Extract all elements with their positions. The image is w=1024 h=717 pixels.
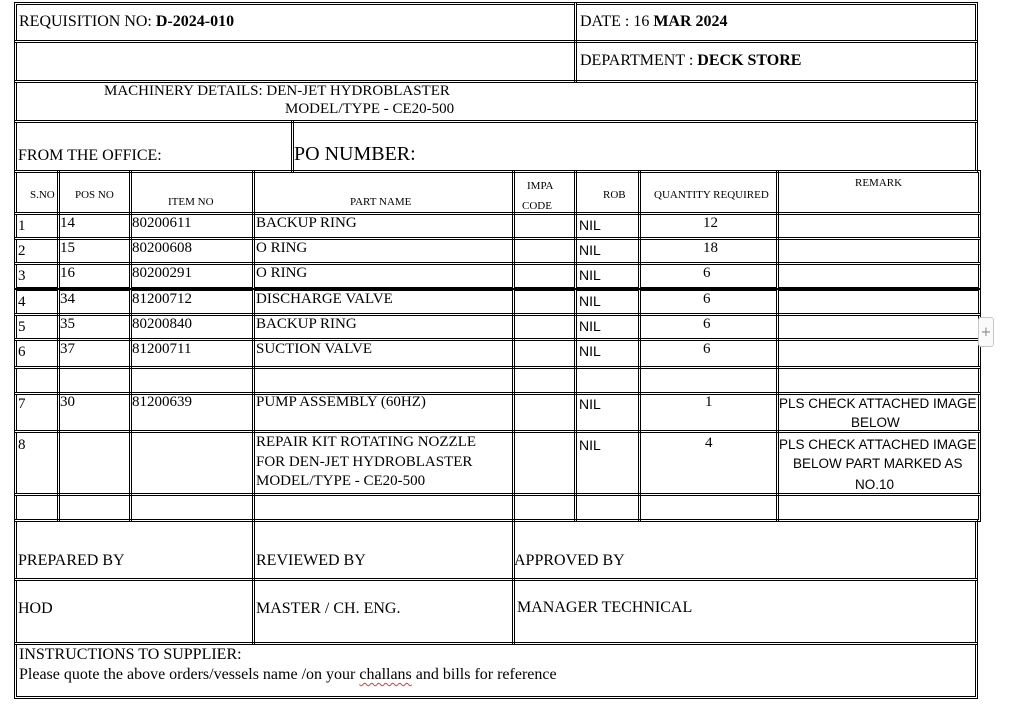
row-part-name-line3: MODEL/TYPE - CE20-500 [256, 473, 426, 489]
row-part-name: O RING [256, 240, 308, 256]
requisition-value: D-2024-010 [155, 13, 235, 30]
row-pos-no: 34 [60, 291, 75, 307]
department-value: DECK STORE [697, 52, 802, 69]
approved-by-label: APPROVED BY [514, 552, 625, 569]
col-name-cell [252, 366, 515, 395]
row-sno: 5 [18, 319, 26, 335]
col-item-cell [129, 430, 255, 496]
col-name-cell [252, 493, 515, 522]
date-value: MAR 2024 [653, 13, 728, 30]
col-impa-cell [512, 493, 577, 522]
row-rob: NIL [579, 293, 601, 309]
approved-by-cell [512, 519, 978, 581]
requisition-label: REQUISITION NO: [19, 13, 156, 30]
col-impa-cell [512, 262, 577, 290]
col-rob-cell [574, 493, 641, 522]
row-sno: 6 [18, 344, 26, 360]
col-sno-cell [14, 493, 60, 522]
col-rob-cell [574, 366, 641, 395]
col-remark-cell [776, 338, 981, 369]
row-item-no: 81200639 [132, 394, 192, 410]
instructions-text [19, 666, 557, 684]
row-sno: 3 [18, 268, 26, 284]
col-name-cell [252, 170, 515, 215]
column-header-sno: S.NO [30, 189, 55, 201]
col-remark-cell [776, 313, 981, 341]
row-item-no: 80200291 [132, 265, 192, 281]
col-qty-cell [638, 366, 779, 395]
row-quantity: 1 [705, 394, 713, 410]
row-pos-no: 35 [60, 316, 75, 332]
col-impa-cell [512, 366, 577, 395]
col-pos-cell [57, 430, 132, 496]
col-item-cell [129, 366, 255, 395]
row-rob: NIL [579, 396, 601, 412]
row-quantity: 6 [703, 265, 711, 281]
col-remark-cell [776, 237, 981, 265]
department-label: DEPARTMENT : [580, 52, 698, 69]
row-remark-line2: BELOW [851, 415, 900, 430]
from-office-label: FROM THE OFFICE: [18, 147, 162, 164]
row-part-name-line1: REPAIR KIT ROTATING NOZZLE [256, 434, 477, 450]
row-item-no: 80200840 [132, 316, 192, 332]
row-sno: 4 [18, 294, 26, 310]
col-impa-cell [512, 288, 577, 316]
reviewed-by-cell [252, 519, 515, 581]
row-part-name: BACKUP RING [256, 316, 357, 332]
department-field [580, 52, 801, 70]
date-label: DATE : 16 [580, 13, 654, 30]
manager-label: MANAGER TECHNICAL [517, 599, 693, 616]
hod-label: HOD [18, 600, 53, 617]
date-field [580, 13, 728, 31]
machinery-details-line1: MACHINERY DETAILS: DEN-JET HYDROBLASTER [104, 83, 450, 99]
col-impa-cell [512, 392, 577, 433]
row-item-no: 80200611 [132, 215, 192, 231]
col-sno-cell [14, 366, 60, 395]
blank-header-cell [14, 40, 577, 83]
row-pos-no: 37 [60, 341, 75, 357]
row-part-name: SUCTION VALVE [256, 341, 372, 357]
row-rob: NIL [579, 242, 601, 258]
col-impa-cell [512, 313, 577, 341]
row-pos-no: 30 [60, 394, 75, 410]
row-rob: NIL [579, 267, 601, 283]
row-part-name: PUMP ASSEMBLY (60HZ) [256, 394, 426, 410]
col-impa-cell [512, 237, 577, 265]
prepared-by-label: PREPARED BY [18, 552, 125, 569]
row-pos-no: 16 [60, 265, 75, 281]
col-impa-cell [512, 212, 577, 240]
row-remark-line2: BELOW PART MARKED AS [793, 456, 963, 471]
row-quantity: 12 [703, 215, 718, 231]
col-remark-cell [776, 262, 981, 290]
row-quantity: 18 [703, 240, 718, 256]
row-remark-line3: NO.10 [855, 477, 895, 492]
row-part-name: BACKUP RING [256, 215, 357, 231]
col-impa-cell [512, 430, 577, 496]
machinery-details-line2: MODEL/TYPE - CE20-500 [285, 101, 455, 117]
row-part-name: DISCHARGE VALVE [256, 291, 393, 307]
col-item-cell [129, 170, 255, 215]
row-part-name-line2: FOR DEN-JET HYDROBLASTER [256, 454, 473, 470]
column-header-impa-code: CODE [522, 200, 552, 212]
row-remark-line1: PLS CHECK ATTACHED IMAGE [779, 437, 977, 452]
col-remark-cell [776, 366, 981, 395]
col-qty-cell [638, 493, 779, 522]
row-item-no: 81200711 [132, 341, 192, 357]
requisition-number [19, 13, 234, 31]
row-rob: NIL [579, 217, 601, 233]
row-pos-no: 14 [60, 215, 75, 231]
reviewed-by-label: REVIEWED BY [256, 552, 366, 569]
col-impa-cell [512, 338, 577, 369]
instructions-text-after: and bills for reference [411, 666, 557, 683]
row-sno: 2 [18, 243, 26, 259]
row-item-no: 81200712 [132, 291, 192, 307]
column-header-part-name: PART NAME [350, 196, 412, 208]
col-remark-cell [776, 493, 981, 522]
row-quantity: 6 [703, 316, 711, 332]
row-part-name: O RING [256, 265, 308, 281]
row-quantity: 4 [705, 435, 713, 451]
col-pos-cell [57, 366, 132, 395]
row-rob: NIL [579, 318, 601, 334]
spelling-flagged-word[interactable]: challans [359, 666, 412, 683]
add-row-button[interactable]: + [978, 317, 994, 347]
column-header-rob: ROB [603, 189, 626, 201]
master-label: MASTER / CH. ENG. [256, 600, 401, 617]
row-remark-line1: PLS CHECK ATTACHED IMAGE [779, 396, 977, 411]
row-rob: NIL [579, 343, 601, 359]
po-number-label: PO NUMBER: [294, 143, 416, 165]
column-header-remark: REMARK [855, 177, 903, 189]
instructions-title: INSTRUCTIONS TO SUPPLIER: [19, 646, 242, 663]
row-sno: 8 [18, 437, 26, 453]
column-header-pos-no: POS NO [75, 189, 114, 201]
instructions-text-before: Please quote the above orders/vessels name /on your [19, 666, 360, 683]
row-quantity: 6 [703, 341, 711, 357]
prepared-by-cell [14, 519, 255, 581]
row-item-no: 80200608 [132, 240, 192, 256]
col-remark-cell [776, 212, 981, 240]
column-header-item-no: ITEM NO [168, 196, 214, 208]
column-header-quantity: QUANTITY REQUIRED [654, 189, 769, 201]
row-quantity: 6 [703, 291, 711, 307]
col-item-cell [129, 493, 255, 522]
column-header-impa: IMPA [527, 180, 554, 192]
row-pos-no: 15 [60, 240, 75, 256]
col-pos-cell [57, 493, 132, 522]
row-sno: 1 [18, 218, 26, 234]
col-remark-cell [776, 288, 981, 316]
row-sno: 7 [18, 396, 26, 412]
row-rob: NIL [579, 437, 601, 453]
